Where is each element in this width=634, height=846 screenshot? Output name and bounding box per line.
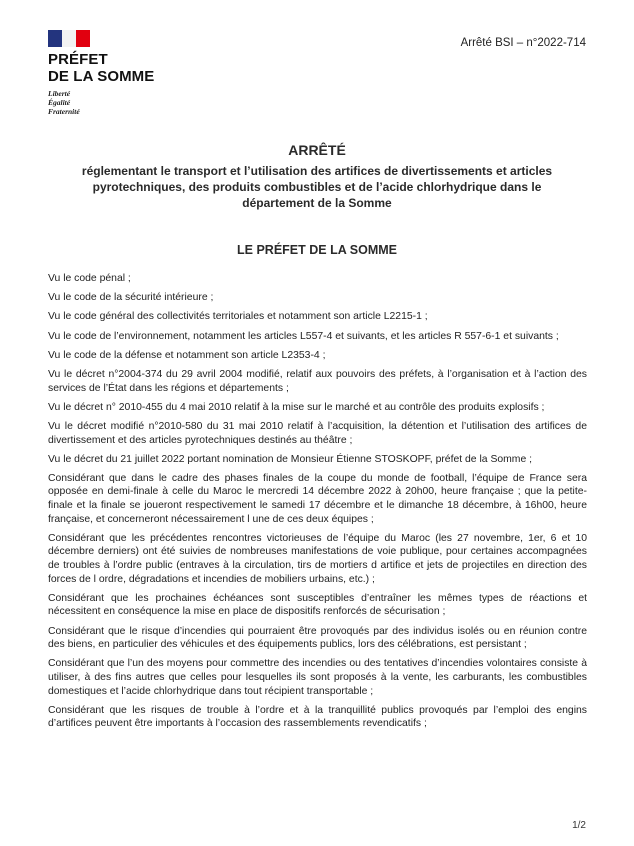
decree-reference: Arrêté BSI – n°2022-714 — [460, 37, 586, 49]
paragraph: Considérant que l’un des moyens pour commettre des incendies ou des tentatives d’incendies volontaires consiste à utiliser, à des fins autres que celles pour lesquelles ils sont proposés à la vente, les carburants, les combustibles domestiques et l’acide chlorhydrique dans tout récipient transportable ; — [48, 658, 587, 697]
paragraph: Vu le décret modifié n°2010-580 du 31 mai 2010 relatif à l’acquisition, la détention et l’utilisation des artifices de divertissement et des articles pyrotechniques destinés au théâtre ; — [48, 420, 587, 446]
paragraph: Considérant que dans le cadre des phases finales de la coupe du monde de football, l’équipe de France sera opposée en demi-finale à celle du Maroc le mercredi 14 décembre 2022 à 20h00, heure française ; que la petite-finale et la finale se joueront respectivement le samedi 17 décembre et le dimanche 18 décembre, à 16h00, heure française, et concerneront nécessairement l une de ces deux équipes ; — [48, 472, 587, 525]
motto-egalite: Égalité — [48, 98, 71, 107]
prefecture-line-1: PRÉFET — [48, 51, 108, 68]
motto-liberte: Liberté — [48, 89, 71, 98]
paragraph: Considérant que les risques de trouble à l’ordre et à la tranquillité publics provoqués par l’emploi des engins d’artifices peuvent être importants à l’occasion des rassemblements revendicatifs ; — [48, 704, 587, 730]
republic-motto — [48, 89, 80, 116]
marianne-logo — [48, 30, 98, 47]
paragraph: Vu le code de la sécurité intérieure ; — [48, 292, 214, 304]
paragraph: Vu le décret du 21 juillet 2022 portant nomination de Monsieur Étienne STOSKOPF, préfet de la Somme ; — [48, 453, 533, 465]
prefecture-line-2: DE LA SOMME — [48, 68, 155, 85]
motto-fraternite: Fraternité — [48, 107, 80, 116]
paragraph: Vu le code pénal ; — [48, 273, 131, 284]
issuing-authority: LE PRÉFET DE LA SOMME — [237, 243, 397, 257]
paragraph: Considérant que le risque d’incendies qui pourraient être provoqués par des individus isolés ou en réunion contre des biens, en particulier des véhicules et des équipements publics, lors des célébrations, est persistant ; — [48, 625, 587, 651]
paragraph: Vu le code de l’environnement, notamment les articles L557-4 et suivants, et les articles R 557-6-1 et suivants ; — [48, 330, 559, 342]
paragraph: Considérant que les prochaines échéances sont susceptibles d’entraîner les mêmes types de réactions et nécessitent en conséquence la mise en place de dispositifs renforcés de sécurisation ; — [48, 592, 587, 618]
paragraph: Vu le code général des collectivités territoriales et notamment son article L2215-1 ; — [48, 311, 428, 323]
paragraph: Vu le code de la défense et notamment son article L2353-4 ; — [48, 349, 326, 361]
french-flag-icon — [48, 30, 90, 47]
page-number: 1/2 — [572, 820, 586, 831]
paragraph: Vu le décret n°2004-374 du 29 avril 2004 modifié, relatif aux pouvoirs des préfets, à l’organisation et à l’action des services de l’État dans les régions et départements ; — [48, 368, 587, 394]
document-heading: ARRÊTÉ — [288, 142, 346, 158]
paragraph: Vu le décret n° 2010-455 du 4 mai 2010 relatif à la mise sur le marché et au contrôle des produits explosifs ; — [48, 401, 545, 413]
prefecture-name — [48, 51, 154, 85]
paragraph: Considérant que les précédentes rencontres victorieuses de l’équipe du Maroc (les 27 novembre, 1er, 6 et 10 décembre derniers) ont été suivies de nombreuses manifestations de voie publique, pour certaines accompagnées de troubles à l’ordre public (entraves à la circulation, tirs de mortiers d artifice et jets de projectiles en direction des forces de l ordre, dégradations et incendies de mobiliers urbains, etc.) ; — [48, 532, 587, 585]
document-body — [48, 272, 587, 737]
document-subtitle: réglementant le transport et l’utilisation des artifices de divertissements et articles pyrotechniques, des produits combustibles et de l’acide chlorhydrique dans le département de la Somme — [81, 164, 553, 210]
